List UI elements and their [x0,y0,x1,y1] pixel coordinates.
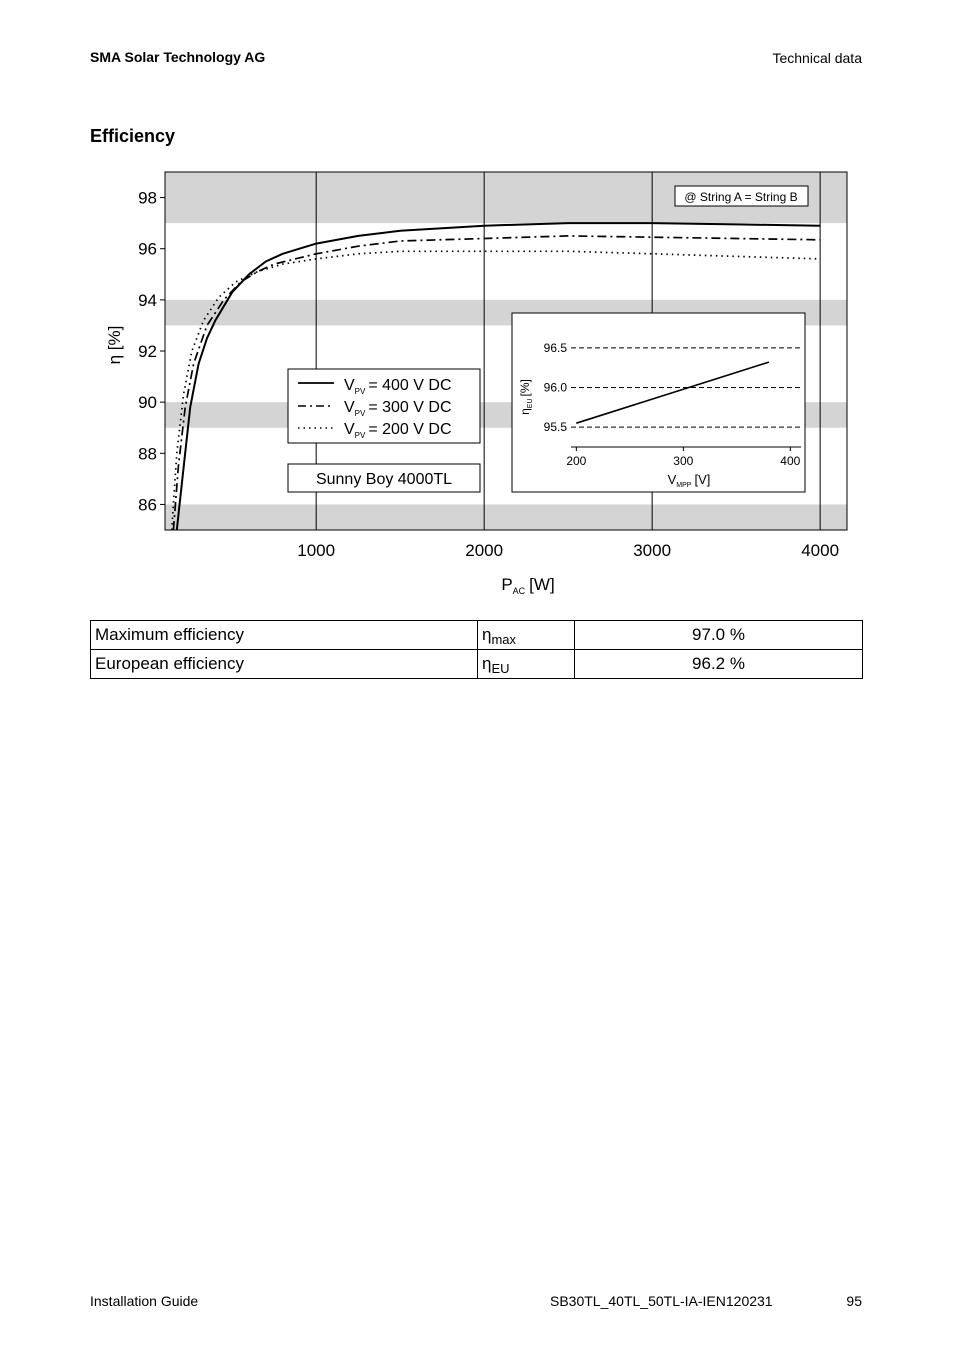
inset-y-tick-label: 96.0 [543,380,567,395]
grid-band [165,504,847,530]
footer-doc-id: SB30TL_40TL_50TL-IA-IEN120231 [550,1293,773,1309]
inset-x-axis-label: $V_{MPP}$ [V] [667,472,711,489]
legend [288,369,480,443]
y-axis-label: η [%] [105,325,124,365]
y-tick-label: 98 [138,188,157,208]
y-tick-label: 90 [138,393,157,413]
x-tick-label: 3000 [633,541,672,560]
inset-y-tick-label: 95.5 [543,420,567,435]
x-tick-label: 4000 [801,541,840,560]
legend-entry-400v: $V_{PV} = 400$ V DC [344,377,452,396]
row-symbol: $\eta_{max}$ [478,621,575,650]
legend-entry-300v: $V_{PV} = 300$ V DC [344,399,452,418]
inset-x-tick-label: 400 [780,454,801,468]
inset-chart [512,313,805,492]
y-tick-label: 96 [138,239,157,259]
row-value: 96.2 % [575,650,863,679]
efficiency-table [90,620,863,679]
row-symbol: $\eta_{EU}$ [478,650,575,679]
inset-y-axis-label: $\eta_{EU}[\%]$ [518,379,534,415]
footer-doc-type: Installation Guide [90,1293,199,1309]
page-title: Efficiency [90,126,176,146]
y-tick-label: 88 [138,444,157,464]
row-label: European efficiency [91,650,478,679]
x-tick-label: 2000 [465,541,504,560]
inset-x-tick-label: 300 [673,454,694,468]
chart-title: Sunny Boy 4000TL [315,471,453,488]
annotation-text: @ String A = String B [684,190,798,204]
efficiency-chart [0,0,954,620]
row-value: 97.0 % [575,621,863,650]
inset-y-tick-label: 96.5 [543,340,567,355]
x-tick-label: 1000 [297,541,336,560]
table-row [91,650,863,679]
y-tick-label: 94 [138,290,157,310]
x-axis-label: $P_{AC}$ [W] [501,575,555,596]
table-row [91,621,863,650]
page-number: 95 [846,1293,862,1309]
inset-x-tick-label: 200 [566,454,587,468]
section-name: Technical data [772,50,862,66]
y-tick-label: 86 [138,495,157,515]
legend-entry-200v: $V_{PV} = 200$ V DC [344,421,452,440]
row-label: Maximum efficiency [91,621,478,650]
y-tick-label: 92 [138,342,157,361]
company-name: SMA Solar Technology AG [90,49,266,65]
